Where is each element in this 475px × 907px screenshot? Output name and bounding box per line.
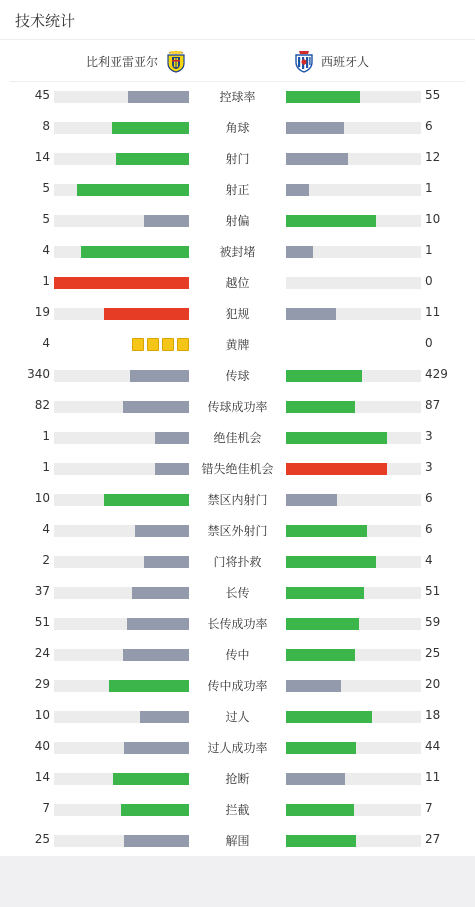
home-stat-fill: [109, 680, 189, 692]
away-stat-bar: [286, 215, 421, 227]
away-stat-value: 4: [425, 553, 433, 567]
away-stat-fill: [286, 432, 387, 444]
home-stat-bar: [54, 525, 189, 537]
home-stat-value: 4: [42, 243, 50, 257]
away-stat-fill: [286, 308, 336, 320]
away-stat-fill: [286, 556, 376, 568]
away-stat-fill: [286, 804, 354, 816]
stat-label: 犯规: [225, 307, 250, 321]
away-stat-fill: [286, 494, 337, 506]
home-stat-fill: [155, 432, 189, 444]
away-stat-value: 429: [425, 367, 448, 381]
home-stat-fill: [116, 153, 189, 165]
stat-row: [0, 143, 475, 174]
home-stat-bar: [54, 370, 189, 382]
away-stat-value: 18: [425, 708, 441, 722]
home-stat-value: 40: [34, 739, 50, 753]
home-stat-fill: [77, 184, 189, 196]
away-stat-fill: [286, 246, 313, 258]
away-stat-bar: [286, 432, 421, 444]
stat-row: [0, 112, 475, 143]
stat-row: [0, 205, 475, 236]
stat-label: 射正: [225, 183, 250, 197]
stat-label: 过人: [225, 710, 250, 724]
home-stat-bar: [54, 773, 189, 785]
home-stat-fill: [135, 525, 189, 537]
away-stat-bar: [286, 401, 421, 413]
away-stat-value: 0: [425, 274, 433, 288]
stat-row: [0, 794, 475, 825]
home-stat-fill: [123, 401, 189, 413]
home-stat-value: 45: [34, 88, 50, 102]
away-stat-fill: [286, 742, 356, 754]
stat-label: 角球: [225, 121, 250, 135]
away-stat-fill: [286, 463, 387, 475]
stat-label: 控球率: [219, 90, 256, 104]
away-stat-value: 6: [425, 522, 433, 536]
stat-row: [0, 236, 475, 267]
stat-row: [0, 515, 475, 546]
stat-row: [0, 701, 475, 732]
home-stat-bar: [54, 742, 189, 754]
stat-label: 抢断: [225, 772, 250, 786]
home-stat-bar: [54, 215, 189, 227]
away-stat-bar: [286, 835, 421, 847]
home-stat-fill: [54, 277, 189, 289]
home-stat-value: 5: [42, 181, 50, 195]
home-stat-value: 1: [42, 274, 50, 288]
stat-label: 解围: [225, 834, 250, 848]
away-stat-bar: [286, 587, 421, 599]
stat-label: 绝佳机会: [213, 431, 262, 445]
home-stat-value: 5: [42, 212, 50, 226]
away-stat-bar: [286, 122, 421, 134]
away-stat-value: 10: [425, 212, 441, 226]
away-stat-fill: [286, 370, 362, 382]
away-stat-bar: [286, 525, 421, 537]
away-stat-fill: [286, 835, 356, 847]
home-stat-value: 2: [42, 553, 50, 567]
away-stat-value: 11: [425, 305, 441, 319]
stat-label: 长传: [225, 586, 250, 600]
stat-row: [0, 81, 475, 112]
away-stat-fill: [286, 215, 376, 227]
home-team-name: 比利亚雷亚尔: [85, 54, 158, 69]
home-stat-fill: [112, 122, 189, 134]
stat-row: [0, 422, 475, 453]
away-stat-bar: [286, 153, 421, 165]
away-stat-fill: [286, 525, 367, 537]
away-stat-fill: [286, 184, 309, 196]
stat-label: 长传成功率: [207, 617, 268, 631]
away-stat-value: 1: [425, 243, 433, 257]
stat-label: 被封堵: [219, 245, 256, 259]
stat-row: [0, 174, 475, 205]
home-stat-value: 37: [34, 584, 50, 598]
away-stat-value: 12: [425, 150, 441, 164]
home-stat-fill: [123, 649, 189, 661]
stat-label: 黄牌: [225, 338, 250, 352]
away-stat-bar: [286, 308, 421, 320]
away-stat-value: 6: [425, 119, 433, 133]
home-stat-fill: [140, 711, 189, 723]
home-stat-fill: [104, 494, 189, 506]
stat-row: [0, 763, 475, 794]
yellow-card-icon: [132, 338, 144, 351]
home-team[interactable]: [86, 49, 188, 73]
home-stat-bar: [54, 401, 189, 413]
away-stat-value: 3: [425, 460, 433, 474]
stat-label: 越位: [225, 276, 250, 290]
villarreal-crest-icon: [164, 49, 188, 73]
away-team-name: 西班牙人: [321, 54, 370, 69]
home-stat-value: 10: [34, 491, 50, 505]
away-stat-value: 87: [425, 398, 441, 412]
team-header: [0, 41, 475, 81]
away-stat-fill: [286, 618, 359, 630]
home-stat-fill: [144, 556, 189, 568]
away-stat-bar: [286, 184, 421, 196]
away-stat-value: 6: [425, 491, 433, 505]
stat-row: [0, 484, 475, 515]
home-stat-fill: [132, 587, 189, 599]
away-stat-fill: [286, 773, 345, 785]
away-stat-fill: [286, 122, 344, 134]
home-stat-value: 340: [27, 367, 50, 381]
home-stat-bar: [54, 153, 189, 165]
home-stat-fill: [113, 773, 189, 785]
away-stat-value: 51: [425, 584, 441, 598]
home-stat-value: 82: [34, 398, 50, 412]
away-stat-fill: [286, 711, 372, 723]
away-stat-bar: [286, 649, 421, 661]
home-stat-bar: [54, 463, 189, 475]
away-stat-bar: [286, 804, 421, 816]
home-stat-value: 14: [34, 770, 50, 784]
away-stat-value: 44: [425, 739, 441, 753]
stat-row: [0, 608, 475, 639]
away-stat-bar: [286, 277, 421, 289]
stat-row: [0, 329, 475, 360]
away-stat-value: 59: [425, 615, 441, 629]
home-stat-bar: [54, 649, 189, 661]
home-stat-value: 1: [42, 460, 50, 474]
home-stat-bar: [54, 835, 189, 847]
away-stat-bar: [286, 463, 421, 475]
stat-label: 射偏: [225, 214, 250, 228]
away-stat-bar: [286, 246, 421, 258]
home-stat-value: 29: [34, 677, 50, 691]
home-stat-fill: [124, 742, 189, 754]
stat-label: 门将扑救: [213, 555, 262, 569]
home-stat-bar: [54, 804, 189, 816]
away-stat-value: 7: [425, 801, 433, 815]
home-stat-value: 8: [42, 119, 50, 133]
away-team[interactable]: [292, 49, 369, 73]
stat-row: [0, 732, 475, 763]
stat-label: 拦截: [225, 803, 250, 817]
home-stat-fill: [144, 215, 189, 227]
home-stat-bar: [54, 122, 189, 134]
away-stat-fill: [286, 153, 348, 165]
away-stat-bar: [286, 370, 421, 382]
home-stat-fill: [81, 246, 189, 258]
away-stat-bar: [286, 618, 421, 630]
away-stat-bar: [286, 773, 421, 785]
stat-label: 过人成功率: [207, 741, 268, 755]
stat-row: [0, 670, 475, 701]
stat-row: [0, 391, 475, 422]
stat-label: 传球: [225, 369, 250, 383]
espanyol-crest-icon: [292, 49, 316, 73]
home-stat-value: 14: [34, 150, 50, 164]
stat-row: [0, 546, 475, 577]
stat-row: [0, 267, 475, 298]
away-stat-value: 1: [425, 181, 433, 195]
home-stat-value: 51: [34, 615, 50, 629]
away-stat-value: 0: [425, 336, 433, 350]
away-stat-bar: [286, 556, 421, 568]
stat-label: 禁区外射门: [207, 524, 268, 538]
away-stat-fill: [286, 91, 360, 103]
page-title: 技术统计: [15, 12, 76, 30]
home-stat-bar: [54, 618, 189, 630]
away-stat-value: 11: [425, 770, 441, 784]
stat-row: [0, 453, 475, 484]
stat-row: [0, 298, 475, 329]
home-stat-bar: [54, 432, 189, 444]
home-stat-value: 19: [34, 305, 50, 319]
home-stat-fill: [121, 804, 189, 816]
away-stat-value: 3: [425, 429, 433, 443]
stat-label: 错失绝佳机会: [201, 462, 274, 476]
away-stat-bar: [286, 680, 421, 692]
away-stat-value: 20: [425, 677, 441, 691]
yellow-card-icon: [147, 338, 159, 351]
home-stat-bar: [54, 494, 189, 506]
away-stat-value: 27: [425, 832, 441, 846]
away-stat-value: 55: [425, 88, 441, 102]
yellow-card-icon: [177, 338, 189, 351]
stat-label: 传中: [225, 648, 250, 662]
stat-row: [0, 825, 475, 856]
home-stat-bar: [54, 680, 189, 692]
home-stat-fill: [127, 618, 189, 630]
stat-row: [0, 360, 475, 391]
home-stat-bar: [54, 277, 189, 289]
home-stat-value: 24: [34, 646, 50, 660]
home-yellow-cards: [132, 338, 189, 351]
home-stat-bar: [54, 587, 189, 599]
away-stat-bar: [286, 494, 421, 506]
away-stat-fill: [286, 649, 355, 661]
home-stat-bar: [54, 246, 189, 258]
home-stat-bar: [54, 308, 189, 320]
home-stat-value: 10: [34, 708, 50, 722]
yellow-card-icon: [162, 338, 174, 351]
home-stat-bar: [54, 184, 189, 196]
home-stat-bar: [54, 711, 189, 723]
header: [0, 0, 475, 40]
stat-label: 射门: [225, 152, 250, 166]
stat-row: [0, 639, 475, 670]
away-stat-value: 25: [425, 646, 441, 660]
away-stat-fill: [286, 587, 364, 599]
home-stat-fill: [124, 835, 189, 847]
stat-label: 禁区内射门: [207, 493, 268, 507]
home-stat-value: 25: [34, 832, 50, 846]
home-stat-value: 4: [42, 336, 50, 350]
home-stat-value: 7: [42, 801, 50, 815]
home-stat-fill: [155, 463, 189, 475]
away-stat-fill: [286, 680, 341, 692]
home-stat-fill: [128, 91, 189, 103]
stat-row: [0, 577, 475, 608]
away-stat-bar: [286, 91, 421, 103]
home-stat-bar: [54, 556, 189, 568]
home-stat-value: 4: [42, 522, 50, 536]
away-stat-fill: [286, 401, 355, 413]
away-stat-bar: [286, 711, 421, 723]
away-stat-bar: [286, 742, 421, 754]
home-stat-fill: [104, 308, 189, 320]
home-stat-value: 1: [42, 429, 50, 443]
home-stat-fill: [130, 370, 189, 382]
home-stat-bar: [54, 91, 189, 103]
stat-label: 传中成功率: [207, 679, 268, 693]
stat-label: 传球成功率: [207, 400, 268, 414]
